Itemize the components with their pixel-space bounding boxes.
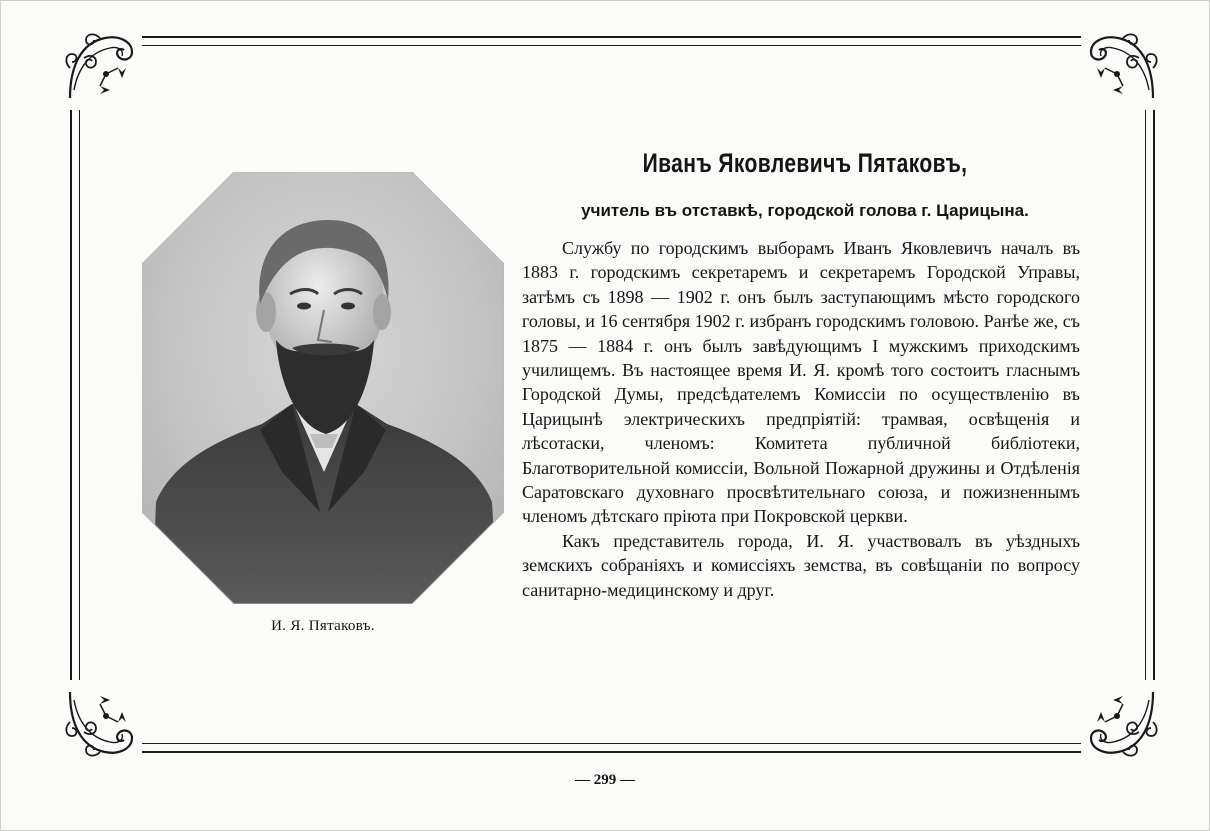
biography-text <box>522 236 1080 602</box>
corner-ornament-icon <box>1081 28 1163 110</box>
page-subtitle: учитель въ отставкѣ, городской голова г. Царицына. <box>581 201 1029 220</box>
paragraph: Службу по городскимъ выборамъ Иванъ Яковлевичъ началъ въ 1883 г. городскимъ секретаремъ и секретаремъ Городской Управы, затѣмъ съ 1898 — 1902 г. онъ былъ заступающимъ мѣсто городского головы, и 16 сентября 1902 г. избранъ городскимъ головою. Ранѣе же, съ 1875 — 1884 г. онъ былъ завѣдующимъ I мужскимъ приходскимъ училищемъ. Въ настоящее время И. Я. кромѣ того состоитъ гласнымъ Городской Думы, предсѣдателемъ Комиссіи по осуществленію въ Царицынѣ электрическихъ предпріятій: трамвая, освѣщенія и лѣсотаски, членомъ: Комитета публичной библіотеки, Благотворительной комиссіи, Вольной Пожарной дружины и Отдѣленія Саратовскаго духовнаго просвѣтительнаго союза, и пожизненнымъ членомъ дѣтскаго пріюта при Покровской церкви. <box>522 238 1080 527</box>
corner-ornament-icon <box>60 28 142 110</box>
corner-ornament-icon <box>1081 680 1163 762</box>
paragraph: Какъ представитель города, И. Я. участвовалъ въ уѣздныхъ земскихъ собраніяхъ и комиссіяхъ земства, въ совѣщаніи по вопросу санитарно-медицинскому и друг. <box>522 530 1080 600</box>
corner-ornament-icon <box>60 680 142 762</box>
portrait-photo <box>142 172 504 604</box>
portrait-caption: И. Я. Пятаковъ. <box>271 618 375 634</box>
page-number: — 299 — <box>575 772 635 788</box>
page-title: Иванъ Яковлевичъ Пятаковъ, <box>642 148 968 178</box>
